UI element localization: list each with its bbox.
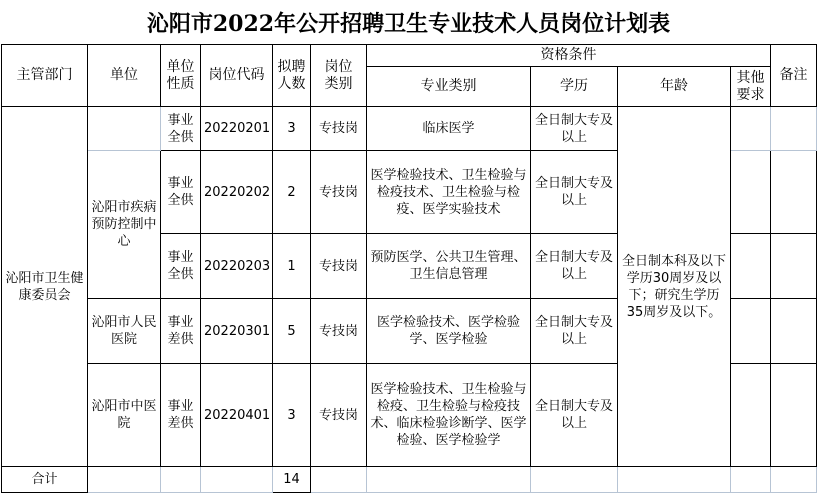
other-cell — [731, 151, 771, 234]
nature-cell: 事业全供 — [161, 234, 201, 299]
category-cell: 专技岗 — [311, 364, 367, 467]
nature-cell: 事业全供 — [161, 107, 201, 151]
major-cell: 医学检验技术、卫生检验与检疫、卫生检验与检疫技术、临床检验诊断学、医学检验、医学检验学 — [367, 364, 531, 467]
header-remarks: 备注 — [771, 45, 817, 107]
header-age: 年龄 — [618, 67, 731, 107]
other-cell — [731, 107, 771, 151]
total-empty-cell — [531, 467, 618, 493]
education-cell: 全日制大专及以上 — [531, 234, 618, 299]
remarks-cell — [771, 151, 817, 234]
count-cell: 5 — [273, 299, 311, 364]
other-cell — [731, 299, 771, 364]
code-cell: 20220301 — [201, 299, 273, 364]
total-empty-cell — [771, 467, 817, 493]
header-major: 专业类别 — [367, 67, 531, 107]
total-empty-cell — [311, 467, 367, 493]
header-code: 岗位代码 — [201, 45, 273, 107]
other-cell — [731, 234, 771, 299]
major-cell: 预防医学、公共卫生管理、卫生信息管理 — [367, 234, 531, 299]
category-cell: 专技岗 — [311, 234, 367, 299]
total-empty-cell — [618, 467, 731, 493]
unit-cell-empty — [88, 107, 161, 151]
remarks-cell — [771, 299, 817, 364]
nature-cell: 事业差供 — [161, 364, 201, 467]
nature-cell: 事业全供 — [161, 151, 201, 234]
age-cell: 全日制本科及以下学历30周岁及以下；研究生学历35周岁及以下。 — [618, 107, 731, 467]
count-cell: 3 — [273, 107, 311, 151]
remarks-cell — [771, 364, 817, 467]
nature-cell: 事业差供 — [161, 299, 201, 364]
education-cell: 全日制大专及以上 — [531, 299, 618, 364]
header-row-1 — [2, 45, 817, 67]
unit-cell-people: 沁阳市人民医院 — [88, 299, 161, 364]
total-empty-cell — [731, 467, 771, 493]
page-title: 沁阳市2022年公开招聘卫生专业技术人员岗位计划表 — [146, 10, 671, 37]
position-plan-table — [1, 44, 817, 493]
unit-cell-tcm: 沁阳市中医院 — [88, 364, 161, 467]
header-dept: 主管部门 — [2, 45, 88, 107]
header-qualifications: 资格条件 — [367, 45, 771, 67]
unit-cell-cdc: 沁阳市疾病预防控制中心 — [88, 151, 161, 299]
other-cell — [731, 364, 771, 467]
count-cell: 2 — [273, 151, 311, 234]
remarks-cell — [771, 107, 817, 151]
dept-cell: 沁阳市卫生健康委员会 — [2, 107, 88, 467]
header-count: 拟聘 人数 — [273, 45, 311, 107]
education-cell: 全日制大专及以上 — [531, 107, 618, 151]
total-empty-cell — [161, 467, 201, 493]
table-row — [2, 107, 817, 151]
major-cell: 医学检验技术、医学检验学、医学检验 — [367, 299, 531, 364]
header-other: 其他 要求 — [731, 67, 771, 107]
total-empty-cell — [88, 467, 161, 493]
total-empty-cell — [367, 467, 531, 493]
header-education: 学历 — [531, 67, 618, 107]
category-cell: 专技岗 — [311, 299, 367, 364]
education-cell: 全日制大专及以上 — [531, 364, 618, 467]
major-cell: 临床医学 — [367, 107, 531, 151]
category-cell: 专技岗 — [311, 151, 367, 234]
header-unit: 单位 — [88, 45, 161, 107]
header-nature: 单位 性质 — [161, 45, 201, 107]
header-category: 岗位 类别 — [311, 45, 367, 107]
category-cell: 专技岗 — [311, 107, 367, 151]
count-cell: 1 — [273, 234, 311, 299]
code-cell: 20220202 — [201, 151, 273, 234]
total-label: 合计 — [2, 467, 88, 493]
count-cell: 3 — [273, 364, 311, 467]
total-row — [2, 467, 817, 493]
remarks-cell — [771, 234, 817, 299]
code-cell: 20220201 — [201, 107, 273, 151]
total-count: 14 — [273, 467, 311, 493]
major-cell: 医学检验技术、卫生检验与检疫技术、卫生检验与检疫、医学实验技术 — [367, 151, 531, 234]
code-cell: 20220401 — [201, 364, 273, 467]
code-cell: 20220203 — [201, 234, 273, 299]
education-cell: 全日制大专及以上 — [531, 151, 618, 234]
total-empty-cell — [201, 467, 273, 493]
